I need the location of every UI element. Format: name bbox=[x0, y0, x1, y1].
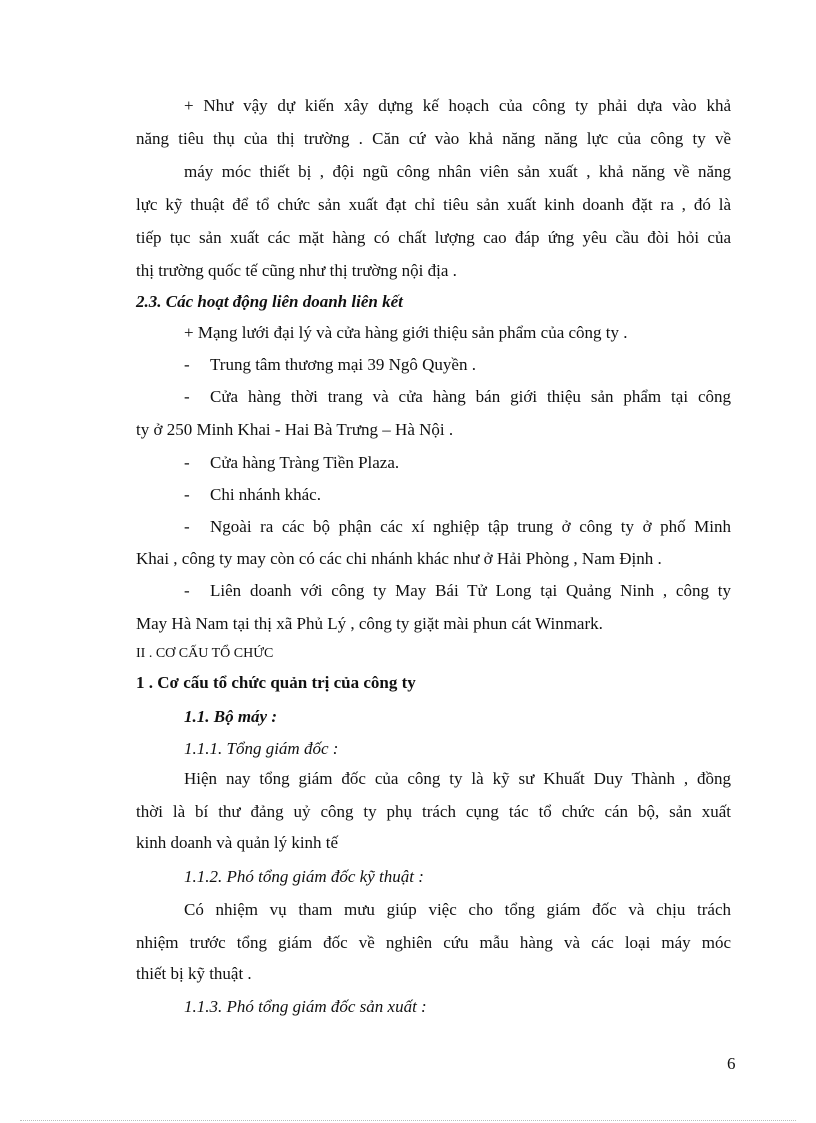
paragraph-line: ty ở 250 Minh Khai - Hai Bà Trưng – Hà Nội . bbox=[136, 420, 454, 439]
bullet-item bbox=[184, 452, 731, 474]
paragraph-line: năng tiêu thụ của thị trường . Căn cứ vào khả năng năng lực của công ty về bbox=[136, 129, 731, 148]
subsection-heading: 1.1. Bộ máy : bbox=[184, 707, 278, 726]
paragraph-line: kinh doanh và quản lý kinh tế bbox=[136, 833, 339, 852]
paragraph-line: May Hà Nam tại thị xã Phủ Lý , công ty giặt mài phun cát Winmark. bbox=[136, 614, 603, 633]
bullet-item bbox=[184, 386, 731, 408]
paragraph-line: Có nhiệm vụ tham mưu giúp việc cho tổng giám đốc và chịu trách bbox=[184, 900, 731, 919]
subsection-heading: 1.1.3. Phó tổng giám đốc sản xuất : bbox=[184, 997, 427, 1016]
paragraph-line: + Mạng lưới đại lý và cửa hàng giới thiệu sản phẩm của công ty . bbox=[184, 323, 628, 342]
paragraph-line: thời là bí thư đảng uỷ công ty phụ trách cụng tác tổ chức cán bộ, sản xuất bbox=[136, 802, 731, 821]
page-bottom-divider bbox=[20, 1120, 796, 1121]
bullet-text: Trung tâm thương mại 39 Ngô Quyền . bbox=[210, 355, 476, 374]
paragraph-line: máy móc thiết bị , đội ngũ công nhân viên sản xuất , khả năng về năng bbox=[184, 162, 731, 181]
paragraph-line: + Như vậy dự kiến xây dựng kế hoạch của công ty phải dựa vào khả bbox=[184, 96, 731, 115]
section-heading: 1 . Cơ cấu tổ chức quản trị của công ty bbox=[136, 673, 416, 692]
bullet-mark: - bbox=[184, 485, 190, 504]
subsection-heading: 1.1.1. Tổng giám đốc : bbox=[184, 739, 339, 758]
bullet-item bbox=[184, 580, 731, 602]
chapter-heading: II . CƠ CẤU TỔ CHỨC bbox=[136, 646, 274, 661]
bullet-text: Chi nhánh khác. bbox=[210, 485, 321, 504]
bullet-item bbox=[184, 354, 731, 376]
bullet-mark: - bbox=[184, 387, 190, 406]
bullet-text: Liên doanh với công ty May Bái Tử Long tại Quảng Ninh , công ty bbox=[210, 581, 731, 600]
page-number: 6 bbox=[727, 1054, 736, 1073]
section-heading: 2.3. Các hoạt động liên doanh liên kết bbox=[136, 292, 403, 311]
bullet-text: Ngoài ra các bộ phận các xí nghiệp tập trung ở công ty ở phố Minh bbox=[210, 517, 731, 536]
paragraph-line: thiết bị kỹ thuật . bbox=[136, 964, 252, 983]
bullet-mark: - bbox=[184, 517, 190, 536]
bullet-text: Cửa hàng thời trang và cửa hàng bán giới thiệu sản phẩm tại công bbox=[210, 387, 731, 406]
subsection-heading: 1.1.2. Phó tổng giám đốc kỹ thuật : bbox=[184, 867, 424, 886]
bullet-item bbox=[184, 484, 731, 506]
paragraph-line: nhiệm trước tổng giám đốc về nghiên cứu mẫu hàng và các loại máy móc bbox=[136, 933, 731, 952]
bullet-mark: - bbox=[184, 453, 190, 472]
bullet-item bbox=[184, 516, 731, 538]
paragraph-line: tiếp tục sản xuất các mặt hàng có chất lượng cao đáp ứng yêu cầu đòi hỏi của bbox=[136, 228, 731, 247]
paragraph-line: Khai , công ty may còn có các chi nhánh khác như ở Hải Phòng , Nam Định . bbox=[136, 549, 662, 568]
paragraph-line: thị trường quốc tế cũng như thị trường nội địa . bbox=[136, 261, 457, 280]
bullet-text: Cửa hàng Tràng Tiền Plaza. bbox=[210, 453, 400, 472]
paragraph-line: Hiện nay tổng giám đốc của công ty là kỹ sư Khuất Duy Thành , đồng bbox=[184, 769, 731, 788]
bullet-mark: - bbox=[184, 355, 190, 374]
bullet-mark: - bbox=[184, 581, 190, 600]
paragraph-line: lực kỹ thuật để tổ chức sản xuất đạt chỉ tiêu sản xuất kinh doanh đặt ra , đó là bbox=[136, 195, 731, 214]
